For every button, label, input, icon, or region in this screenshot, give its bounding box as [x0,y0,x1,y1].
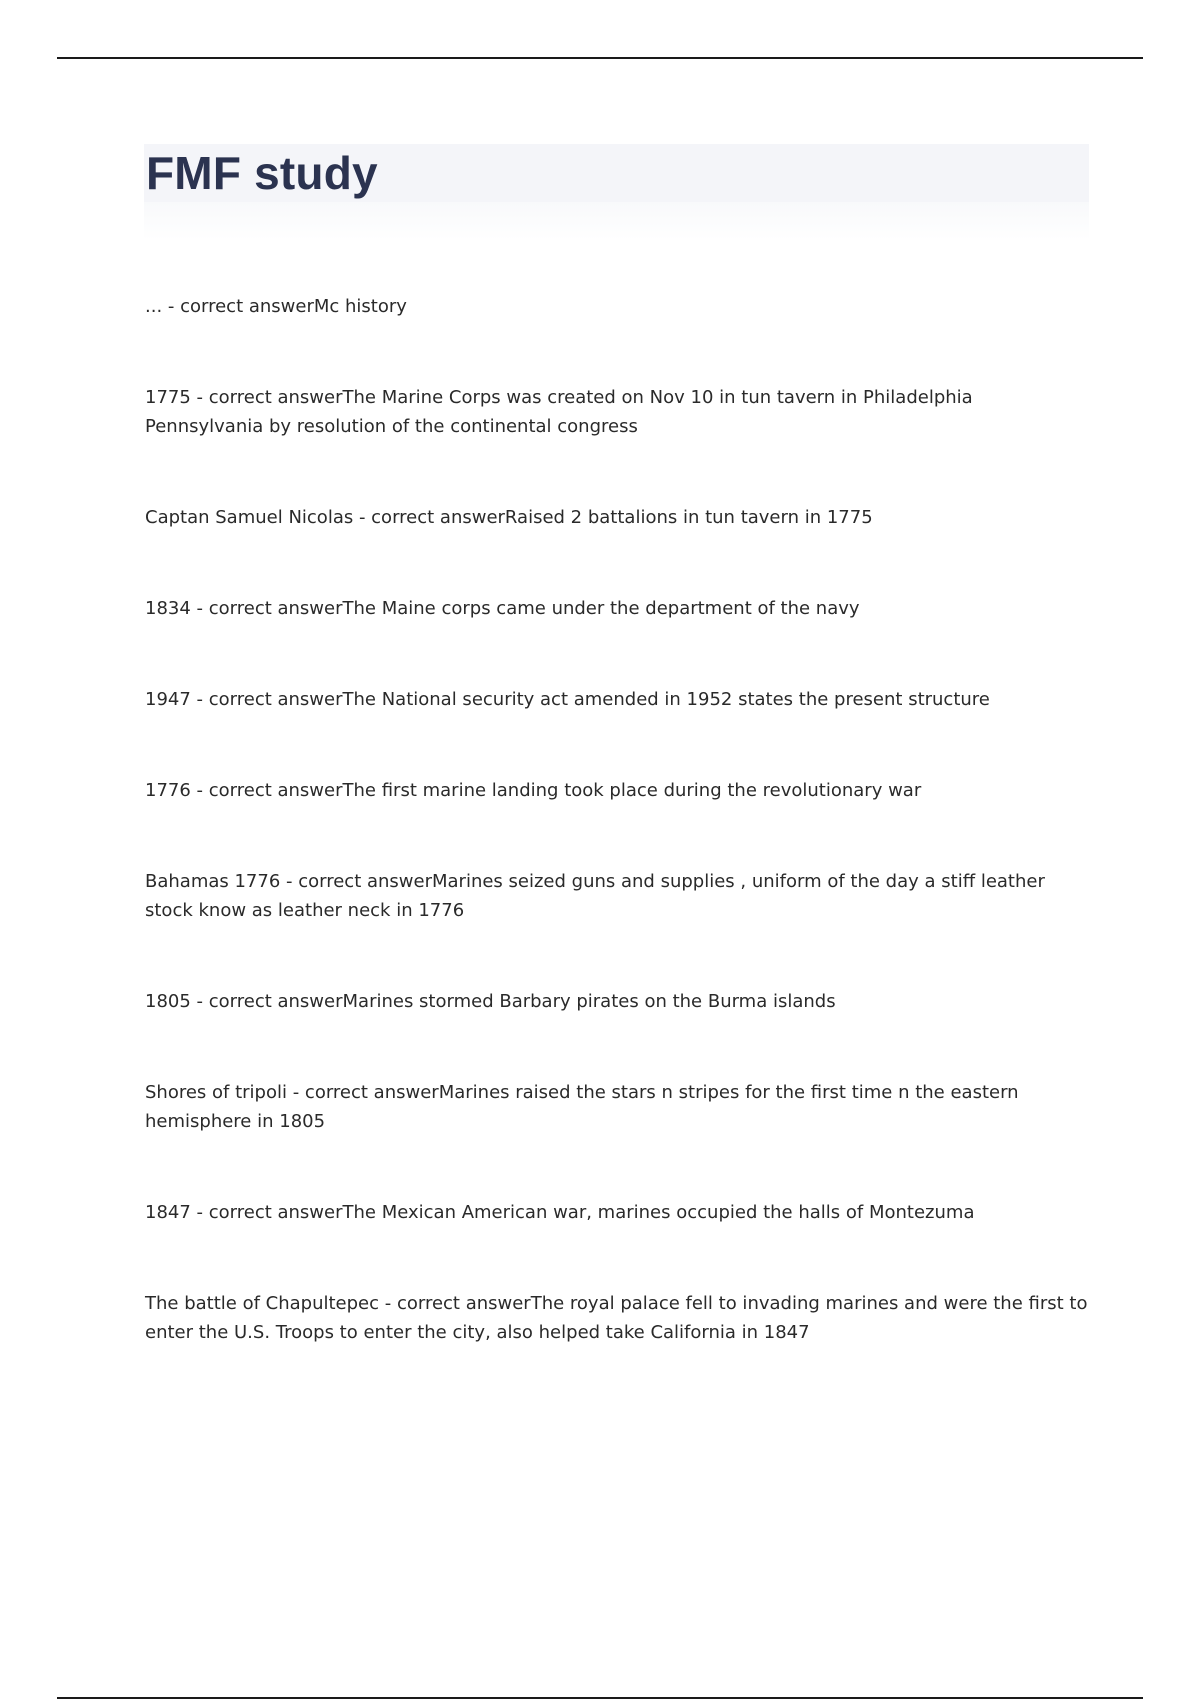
flashcard-list [145,292,1090,1409]
footer-rule [57,1697,1143,1699]
flashcard-item: Captan Samuel Nicolas - correct answerRaised 2 battalions in tun tavern in 1775 [145,507,873,528]
header-rule [57,57,1143,59]
flashcard-item: Shores of tripoli - correct answerMarines raised the stars n stripes for the first time n the eastern hemisphere in 1805 [145,1082,1019,1132]
flashcard-item: 1834 - correct answerThe Maine corps came under the department of the navy [145,598,860,619]
flashcard-item: ... - correct answerMc history [145,296,407,317]
flashcard-item: 1775 - correct answerThe Marine Corps was created on Nov 10 in tun tavern in Philadelphia Pennsylvania by resolution of the continental congress [145,387,973,437]
flashcard-item: 1776 - correct answerThe first marine landing took place during the revolutionary war [145,780,922,801]
flashcard-item: 1847 - correct answerThe Mexican American war, marines occupied the halls of Montezuma [145,1202,975,1223]
flashcard-item: Bahamas 1776 - correct answerMarines seized guns and supplies , uniform of the day a stiff leather stock know as leather neck in 1776 [145,871,1045,921]
title-band [144,144,1089,202]
flashcard-item: The battle of Chapultepec - correct answerThe royal palace fell to invading marines and were the first to enter the U.S. Troops to enter the city, also helped take California in 1847 [145,1293,1088,1343]
page-title: FMF study [146,147,378,199]
flashcard-item: 1805 - correct answerMarines stormed Barbary pirates on the Burma islands [145,991,836,1012]
flashcard-item: 1947 - correct answerThe National security act amended in 1952 states the present structure [145,689,990,710]
